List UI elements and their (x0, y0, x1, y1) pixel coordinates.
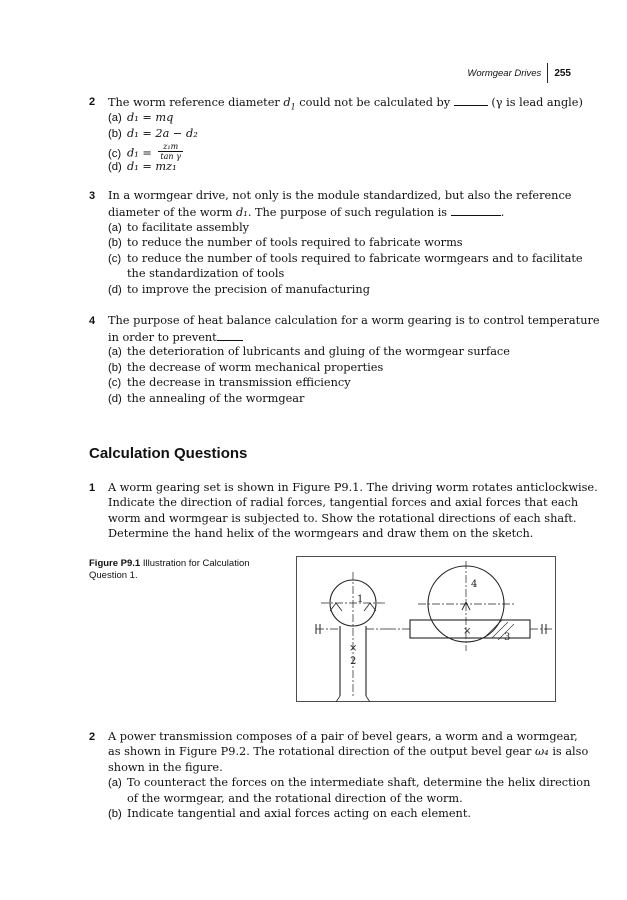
cq2-number: 2 (89, 731, 96, 743)
option-text: d₁ = 2a − d₂ (127, 127, 198, 140)
option-label: (a) (108, 222, 122, 234)
option-text: the deterioration of lubricants and gluing of the wormgear surface (127, 345, 510, 358)
q3-line2-text-b: . The purpose of such regulation is (247, 206, 448, 219)
q3-number: 3 (89, 190, 96, 202)
lower-body-cross: × (463, 626, 472, 637)
option-label: (d) (108, 161, 122, 173)
q4-line-1: The purpose of heat balance calculation for a worm gearing is to control temperature (108, 314, 600, 327)
option-text: To counteract the forces on the intermediate shaft, determine the helix direction (127, 776, 591, 789)
cq1-line-3: worm and wormgear is subjected to. Show the rotational directions of each shaft. (108, 512, 577, 525)
q2-var (283, 96, 296, 112)
fraction-denominator: tan γ (160, 152, 181, 161)
cq2-option-a-continued: of the wormgear, and the rotational direction of the worm. (127, 792, 463, 805)
option-label: (b) (108, 237, 122, 249)
figure-p9-1 (296, 556, 556, 702)
option-lhs: d₁ = (127, 146, 152, 160)
figure-caption (89, 558, 279, 582)
option-label: (a) (108, 112, 122, 124)
cq2-option-b (108, 807, 471, 821)
option-text: d₁ = mz₁ (127, 160, 177, 173)
option-text: the annealing of the wormgear (127, 392, 305, 405)
page-number: 255 (554, 67, 571, 79)
running-title: Wormgear Drives (467, 67, 542, 79)
option-label: (d) (108, 284, 122, 296)
cq2-line2-text-b: is also (552, 745, 589, 758)
q2-stem-text-b: could not be calculated by (299, 96, 451, 109)
q2-fraction (158, 142, 182, 161)
q3-option-c-continued: the standardization of tools (127, 267, 285, 280)
figure-marker-1: 1 (357, 594, 364, 605)
header-divider (547, 63, 548, 83)
q4-option-a (108, 345, 510, 359)
option-label: (c) (108, 253, 122, 265)
section-heading: Calculation Questions (89, 445, 248, 462)
option-label: (d) (108, 393, 122, 405)
q4-option-d (108, 392, 304, 406)
q4-line2-text: in order to prevent (108, 331, 217, 344)
q3-var: d₁ (236, 206, 248, 219)
q3-line2-text-a: diameter of the worm (108, 206, 233, 219)
cq2-line2-text-a: as shown in Figure P9.2. The rotational direction of the output bevel gear (108, 745, 532, 758)
fraction-numerator: z₁m (158, 142, 182, 152)
option-label: (a) (108, 346, 122, 358)
option-text: to reduce the number of tools required to fabricate worms (127, 236, 463, 249)
option-text: to reduce the number of tools required to fabricate wormgears and to facilitate (127, 252, 583, 265)
option-label: (c) (108, 377, 122, 389)
option-text: Indicate tangential and axial forces acting on each element. (127, 807, 471, 820)
option-label: (b) (108, 128, 122, 140)
q4-number: 4 (89, 315, 96, 327)
running-header (467, 64, 571, 82)
q2-var-letter: d (283, 96, 291, 109)
option-label: (b) (108, 362, 122, 374)
q2-number: 2 (89, 96, 96, 108)
option-label: (c) (108, 147, 122, 160)
q3-option-b (108, 236, 463, 250)
q2-stem-text-c: (γ is lead angle) (491, 96, 583, 109)
figure-marker-4: 4 (471, 579, 478, 590)
figure-caption-text: Illustration for Calculation Question 1. (89, 558, 250, 581)
cq1-line-4: Determine the hand helix of the wormgears and draw them on the sketch. (108, 527, 534, 540)
option-label: (a) (108, 777, 122, 789)
q3-option-d (108, 283, 370, 297)
q3-answer-blank (451, 205, 501, 216)
q2-var-sub: 1 (290, 102, 296, 112)
worm-shaft-cross: × (349, 643, 358, 654)
q4-line-2 (108, 330, 243, 345)
cq1-number: 1 (89, 482, 96, 494)
q2-stem-text-a: The worm reference diameter (108, 96, 280, 109)
q3-option-a (108, 221, 249, 235)
option-text: the decrease in transmission efficiency (127, 376, 351, 389)
cq1-line-1: A worm gearing set is shown in Figure P9.1. The driving worm rotates anticlockwise. (108, 481, 598, 494)
cq2-var: ω₄ (534, 745, 549, 758)
figure-marker-2: 2 (350, 656, 357, 667)
option-text: the decrease of worm mechanical properties (127, 361, 384, 374)
q2-answer-blank (454, 95, 488, 106)
option-text: to improve the precision of manufacturing (127, 283, 370, 296)
q3-line-2: diameter of the worm d₁. The purpose of such regulation is . (108, 206, 505, 219)
q2-option-a (108, 111, 173, 125)
q2-stem (108, 95, 583, 114)
worm-shaft-ends (336, 696, 370, 702)
q4-answer-blank (217, 330, 243, 341)
cq2-option-a (108, 776, 590, 790)
figure-label: Figure P9.1 (89, 558, 141, 569)
figure-marker-3: 3 (504, 632, 511, 643)
option-label: (b) (108, 808, 122, 820)
cq2-line-3: shown in the figure. (108, 761, 223, 774)
q3-line-1: In a wormgear drive, not only is the module standardized, but also the reference (108, 189, 572, 202)
cq1-line-2: Indicate the direction of radial forces, tangential forces and axial forces that each (108, 496, 579, 509)
q3-option-c (108, 252, 583, 266)
cq2-line-2 (108, 745, 588, 759)
q2-option-d (108, 160, 177, 174)
option-text: d₁ = mq (127, 111, 174, 124)
q4-option-b (108, 361, 383, 375)
cq2-line-1: A power transmission composes of a pair of bevel gears, a worm and a wormgear, (108, 730, 578, 743)
q2-option-b (108, 127, 198, 141)
q4-option-c (108, 376, 351, 390)
option-text: to facilitate assembly (127, 221, 250, 234)
